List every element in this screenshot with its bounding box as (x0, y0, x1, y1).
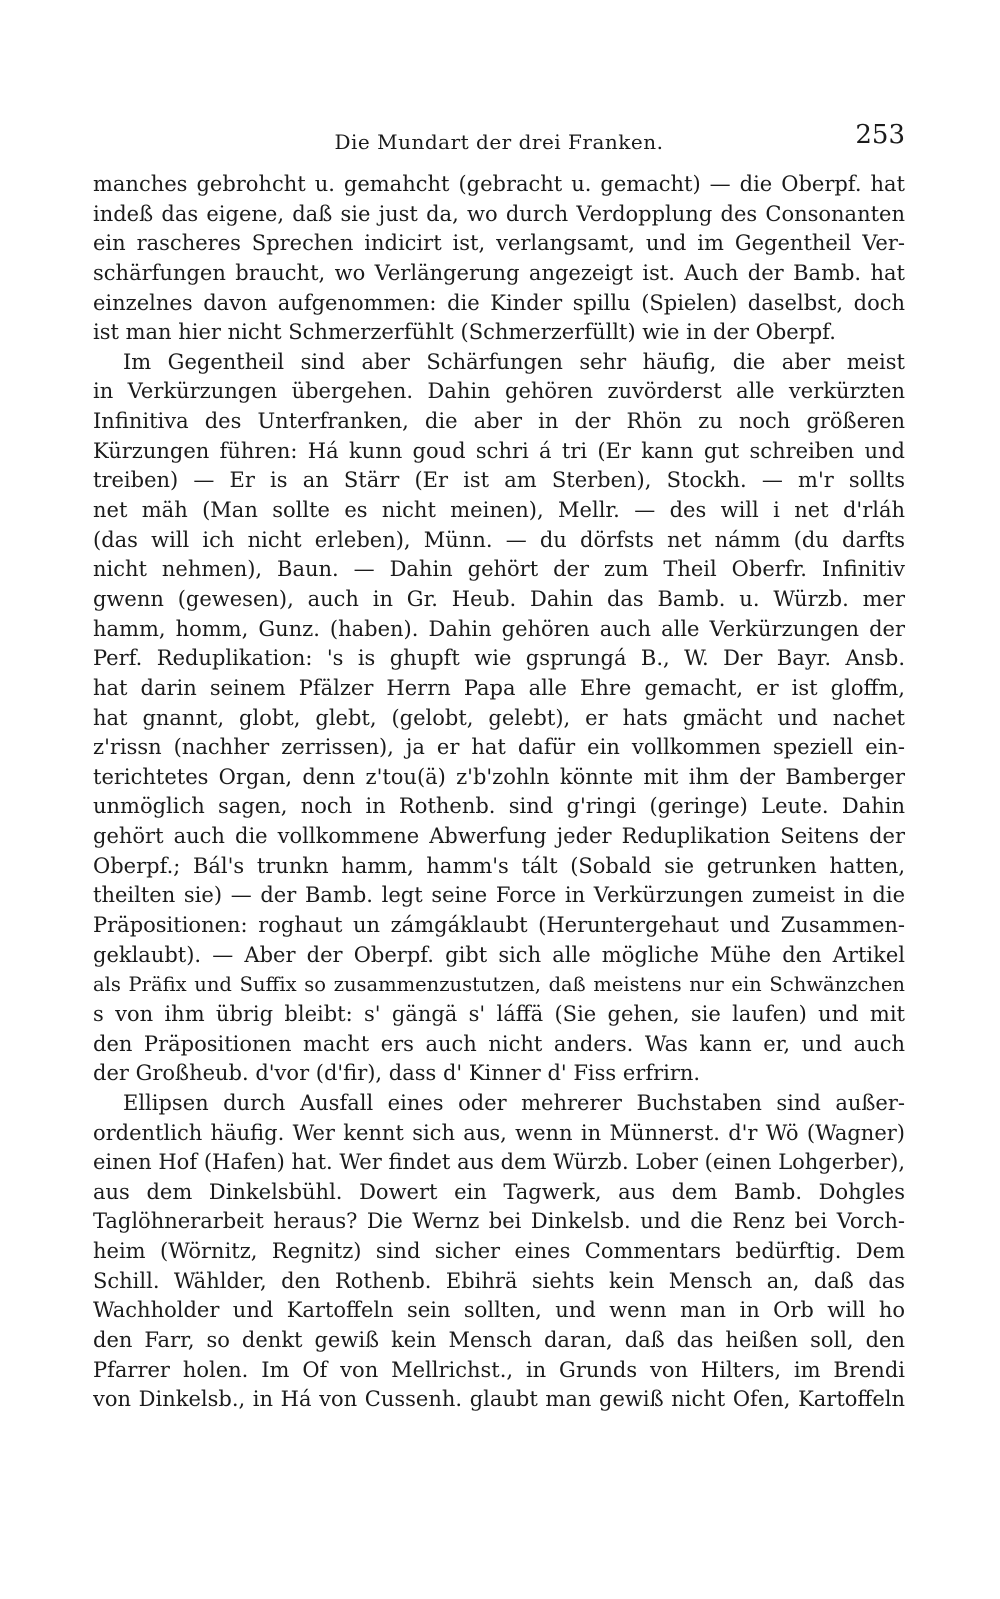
text-line: von Dinkelsb., in Há von Cussenh. glaubt man gewiß nicht Ofen, Kartoffeln (93, 1387, 905, 1412)
text-line: Schill. Wählder, den Rothenb. Ebihrä siehts kein Mensch an, daß das (93, 1268, 905, 1293)
text-line: net mäh (Man sollte es nicht meinen), Mellr. — des will i net d'rláh (93, 498, 905, 523)
text-line: hat gnannt, globt, glebt, (gelobt, gelebt), er hats gmächt und nachet (93, 705, 905, 730)
body-text (93, 170, 905, 1415)
text-line: ist man hier nicht Schmerzerfühlt (Schmerzerfüllt) wie in der Oberpf. (93, 320, 836, 345)
text-line: als Präfix und Suffix so zusammenzustutzen, daß meistens nur ein Schwänzchen (93, 973, 905, 997)
text-line: gwenn (gewesen), auch in Gr. Heub. Dahin das Bamb. u. Würzb. mer (93, 586, 905, 611)
text-line: in Verkürzungen übergehen. Dahin gehören zuvörderst alle verkürzten (93, 379, 905, 404)
text-line: Wachholder und Kartoffeln sein sollten, und wenn man in Orb will ho (93, 1298, 905, 1323)
text-line: Präpositionen: roghaut un zámgáklaubt (Heruntergehaut und Zusammen- (93, 913, 905, 938)
text-line: hat darin seinem Pfälzer Herrn Papa alle Ehre gemacht, er ist gloffm, (93, 675, 905, 700)
text-line: ein rascheres Sprechen indicirt ist, verlangsamt, und im Gegentheil Ver- (93, 231, 905, 256)
text-line: Taglöhnerarbeit heraus? Die Wernz bei Dinkelsb. und die Renz bei Vorch- (93, 1209, 905, 1234)
text-line: z'rissn (nachher zerrissen), ja er hat dafür ein vollkommen speziell ein- (93, 735, 905, 760)
text-line: Oberpf.; Bál's trunkn hamm, hamm's tált (Sobald sie getrunken hatten, (93, 853, 905, 878)
text-line: geklaubt). — Aber der Oberpf. gibt sich alle mögliche Mühe den Artikel (93, 942, 905, 967)
text-line: Kürzungen führen: Há kunn goud schri á tri (Er kann gut schreiben und (93, 438, 905, 463)
text-line: den Präpositionen macht ers auch nicht anders. Was kann er, und auch (93, 1031, 905, 1056)
text-line: einzelnes davon aufgenommen: die Kinder spillu (Spielen) daselbst, doch (93, 290, 905, 315)
text-line: theilten sie) — der Bamb. legt seine Force in Verkürzungen zumeist in die (93, 883, 905, 908)
text-line: treiben) — Er is an Stärr (Er ist am Sterben), Stockh. — m'r sollts (93, 468, 905, 493)
text-line: indeß das eigene, daß sie just da, wo durch Verdopplung des Consonanten (93, 201, 905, 226)
text-line: ordentlich häufig. Wer kennt sich aus, wenn in Münnerst. d'r Wö (Wagner) (93, 1120, 905, 1145)
text-line: hamm, homm, Gunz. (haben). Dahin gehören auch alle Verkürzungen der (93, 616, 905, 641)
text-line: gehört auch die vollkommene Abwerfung jeder Reduplikation Seitens der (93, 824, 905, 849)
running-head (93, 120, 905, 156)
page-number: 253 (855, 120, 905, 150)
text-line: unmöglich sagen, noch in Rothenb. sind g'ringi (geringe) Leute. Dahin (93, 794, 905, 819)
text-line: Pfarrer holen. Im Of von Mellrichst., in Grunds von Hilters, im Brendi (93, 1357, 905, 1382)
text-line: Infinitiva des Unterfranken, die aber in der Rhön zu noch größeren (93, 409, 905, 434)
text-line: Ellipsen durch Ausfall eines oder mehrerer Buchstaben sind außer- (123, 1090, 905, 1115)
text-line: manches gebrohcht u. gemahcht (gebracht u. gemacht) — die Oberpf. hat (93, 172, 905, 196)
text-line: s von ihm übrig bleibt: s' gängä s' láffä (Sie gehen, sie laufen) und mit (93, 1001, 905, 1026)
text-line: Perf. Reduplikation: 's is ghupft wie gsprungá B., W. Der Bayr. Ansb. (93, 646, 905, 671)
text-line: der Großheub. d'vor (d'fir), dass d' Kinner d' Fiss erfrirn. (93, 1061, 701, 1086)
text-line: den Farr, so denkt gewiß kein Mensch daran, daß das heißen soll, den (93, 1327, 905, 1352)
text-line: schärfungen braucht, wo Verlängerung angezeigt ist. Auch der Bamb. hat (93, 260, 905, 285)
text-line: einen Hof (Hafen) hat. Wer findet aus dem Würzb. Lober (einen Lohgerber), (93, 1150, 905, 1175)
text-line: heim (Wörnitz, Regnitz) sind sicher eines Commentars bedürftig. Dem (93, 1239, 905, 1264)
text-line: Im Gegentheil sind aber Schärfungen sehr häufig, die aber meist (123, 349, 905, 374)
text-line: (das will ich nicht erleben), Münn. — du dörfsts net námm (du darfts (93, 527, 905, 552)
running-title: Die Mundart der drei Franken. (334, 130, 664, 154)
text-line: aus dem Dinkelsbühl. Dowert ein Tagwerk, aus dem Bamb. Dohgles (93, 1179, 905, 1204)
text-line: nicht nehmen), Baun. — Dahin gehört der zum Theil Oberfr. Infinitiv (93, 557, 905, 582)
text-line: terichtetes Organ, denn z'tou(ä) z'b'zohln könnte mit ihm der Bamberger (93, 764, 905, 789)
